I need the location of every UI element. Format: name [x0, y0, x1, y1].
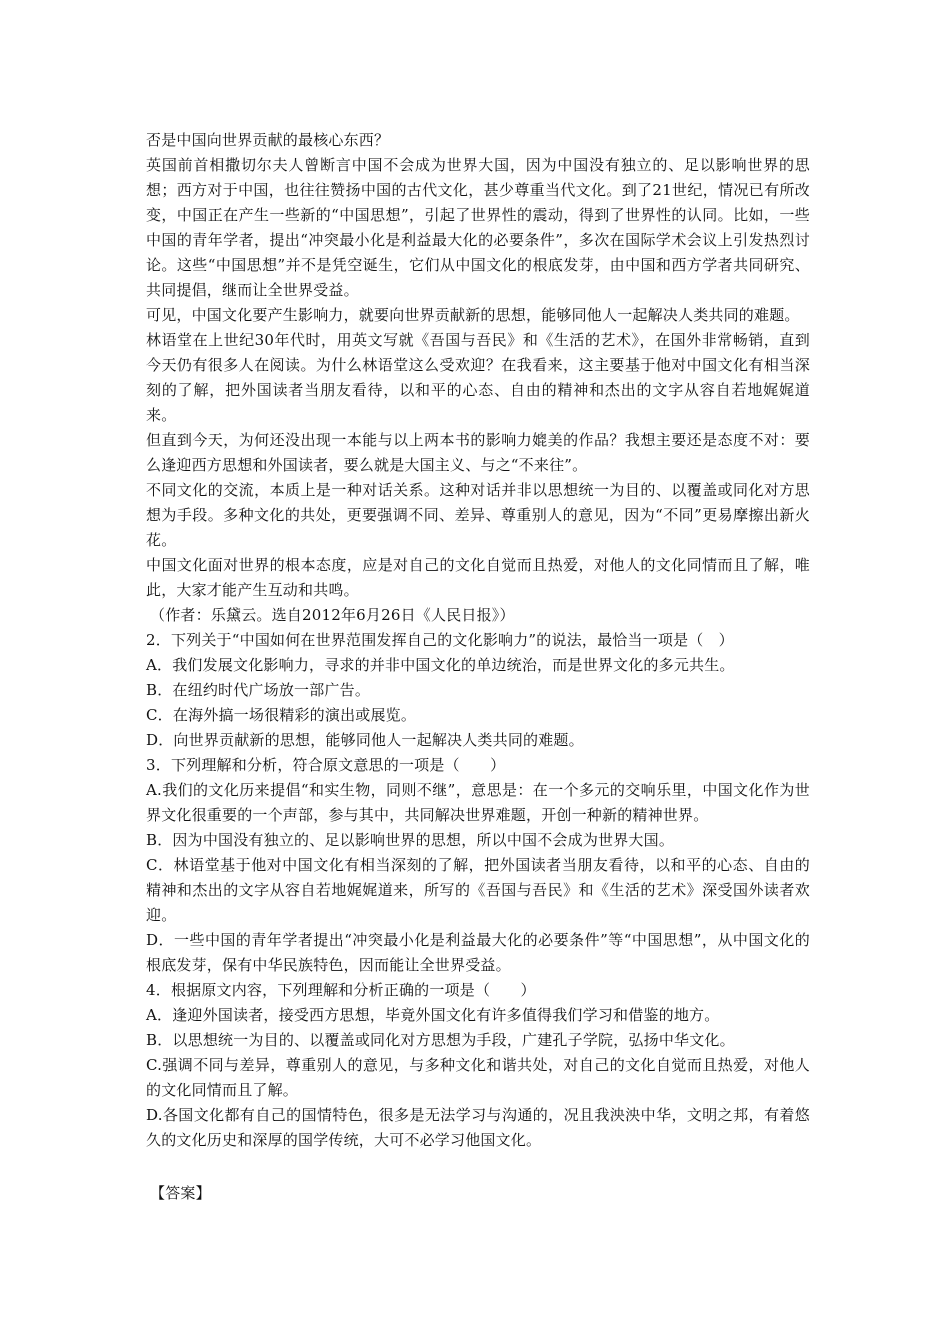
option-b: B．在纽约时代广场放一部广告。: [146, 681, 371, 699]
option-d: D．向世界贡献新的思想，能够同他人一起解决人类共同的难题。: [146, 731, 584, 749]
article: [146, 128, 810, 628]
article-paragraph: 不同文化的交流，本质上是一种对话关系。这种对话并非以思想统一为目的、以覆盖或同化对方思想为手段。多种文化的共处，更要强调不同、差异、尊重别人的意见，因为“不同”更易摩擦出新火花。: [146, 481, 810, 549]
article-paragraph: 英国前首相撒切尔夫人曾断言中国不会成为世界大国，因为中国没有独立的、足以影响世界的思想；西方对于中国，也往往赞扬中国的古代文化，甚少尊重当代文化。到了21世纪，情况已有所改变，中国正在产生一些新的“中国思想”，引起了世界性的震动，得到了世界性的认同。比如，一些中国的青年学者，提出“冲突最小化是利益最大化的必要条件”，多次在国际学术会议上引发热烈讨论。这些“中国思想”并不是凭空诞生，它们从中国文化的根底发芽，由中国和西方学者共同研究、共同提倡，继而让全世界受益。: [146, 156, 810, 299]
option-list: [146, 778, 810, 978]
option-list: [146, 653, 810, 753]
option-c: C.强调不同与差异，尊重别人的意见，与多种文化和谐共处，对自己的文化自觉而且热爱，对他人的文化同情而且了解。: [146, 1056, 810, 1099]
question-2: [146, 628, 810, 753]
answer-label: 【答案】: [150, 1184, 211, 1202]
option-b: B．因为中国没有独立的、足以影响世界的思想，所以中国不会成为世界大国。: [146, 831, 675, 849]
article-paragraph: 但直到今天，为何还没出现一本能与以上两本书的影响力媲美的作品？我想主要还是态度不对：要么逢迎西方思想和外国读者，要么就是大国主义、与之“不来往”。: [146, 431, 810, 474]
option-b: B．以思想统一为目的、以覆盖或同化对方思想为手段，广建孔子学院，弘扬中华文化。: [146, 1031, 735, 1049]
option-a: A.我们的文化历来提倡“和实生物，同则不继”，意思是：在一个多元的交响乐里，中国文化作为世界文化很重要的一个声部，参与其中，共同解决世界难题，开创一种新的精神世界。: [146, 781, 810, 824]
option-a: A．我们发展文化影响力，寻求的并非中国文化的单边统治，而是世界文化的多元共生。: [146, 656, 735, 674]
question-4: [146, 978, 810, 1153]
option-d: D.各国文化都有自己的国情特色，很多是无法学习与沟通的，况且我泱泱中华，文明之邦，有着悠久的文化历史和深厚的国学传统，大可不必学习他国文化。: [146, 1106, 810, 1149]
document-page: [146, 128, 810, 1206]
article-paragraph: 可见，中国文化要产生影响力，就要向世界贡献新的思想，能够同他人一起解决人类共同的难题。: [146, 306, 800, 324]
question-stem: 3．下列理解和分析，符合原文意思的一项是（ ）: [146, 756, 506, 774]
option-c: C．在海外搞一场很精彩的演出或展览。: [146, 706, 417, 724]
article-source: （作者：乐黛云。选自2012年6月26日《人民日报》）: [150, 606, 515, 624]
option-d: D．一些中国的青年学者提出“冲突最小化是利益最大化的必要条件”等“中国思想”，从中国文化的根底发芽，保有中华民族特色，因而能让全世界受益。: [146, 931, 810, 974]
option-list: [146, 1003, 810, 1153]
option-c: C．林语堂基于他对中国文化有相当深刻的了解，把外国读者当朋友看待，以和平的心态、自由的精神和杰出的文字从容自若地娓娓道来，所写的《吾国与吾民》和《生活的艺术》深受国外读者欢迎。: [146, 856, 810, 924]
article-paragraph: 林语堂在上世纪30年代时，用英文写就《吾国与吾民》和《生活的艺术》，在国外非常畅销，直到今天仍有很多人在阅读。为什么林语堂这么受欢迎？在我看来，这主要基于他对中国文化有相当深刻的了解，把外国读者当朋友看待，以和平的心态、自由的精神和杰出的文字从容自若地娓娓道来。: [146, 331, 810, 424]
option-a: A．逢迎外国读者，接受西方思想，毕竟外国文化有许多值得我们学习和借鉴的地方。: [146, 1006, 720, 1024]
question-stem: 2．下列关于“中国如何在世界范围发挥自己的文化影响力”的说法，最恰当一项是（ ）: [146, 631, 734, 649]
article-paragraph: 中国文化面对世界的根本态度，应是对自己的文化自觉而且热爱，对他人的文化同情而且了解，唯此，大家才能产生互动和共鸣。: [146, 556, 810, 599]
article-paragraph: 否是中国向世界贡献的最核心东西？: [146, 131, 390, 149]
question-3: [146, 753, 810, 978]
question-stem: 4．根据原文内容，下列理解和分析正确的一项是（ ）: [146, 981, 536, 999]
